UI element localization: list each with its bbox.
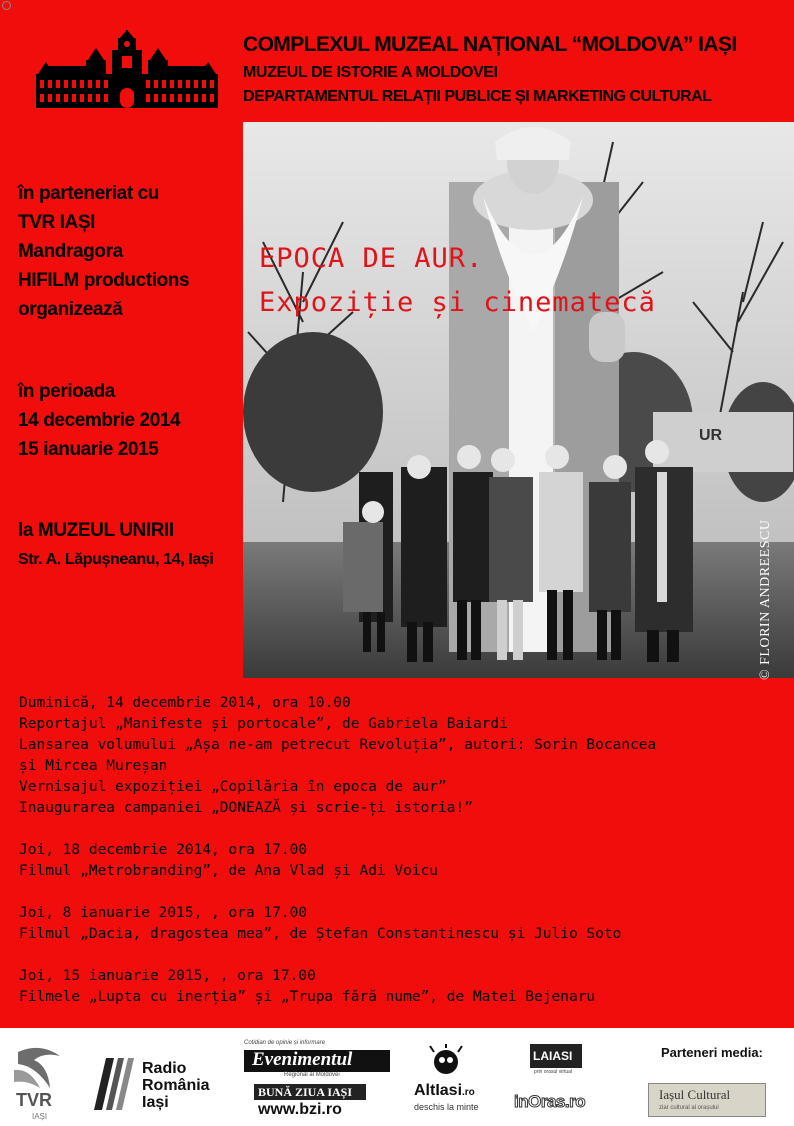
program-gap bbox=[19, 882, 656, 903]
media-partners-label: Parteneri media: bbox=[661, 1045, 763, 1060]
program-line: Filmele „Lupta cu inerția” și „Trupa fără nume”, de Matei Bejenaru bbox=[19, 989, 596, 1005]
radio-romania-iasi-logo bbox=[92, 1058, 222, 1118]
period-line: în perioada bbox=[18, 381, 115, 402]
program-schedule bbox=[19, 693, 656, 1008]
tvr-label: TVR bbox=[16, 1090, 52, 1110]
radio-line: România bbox=[142, 1077, 210, 1094]
program-line: Filmul „Metrobranding”, de Ana Vlad și Adi Voicu bbox=[19, 863, 439, 879]
inoras-logo bbox=[514, 1090, 602, 1118]
venue-address: Str. A. Lăpușneanu, 14, Iași bbox=[18, 551, 214, 568]
partners-line: TVR IAȘI bbox=[18, 212, 96, 233]
exhibition-photo bbox=[243, 122, 794, 678]
laiasi-logo bbox=[530, 1044, 586, 1074]
radio-line: Iași bbox=[142, 1094, 169, 1111]
partners-block bbox=[18, 179, 189, 324]
program-line: Filmul „Dacia, dragostea mea”, de Ștefan Constantinescu și Julio Soto bbox=[19, 926, 622, 942]
exhibition-subtitle: Expoziție și cinematecă bbox=[259, 287, 656, 318]
radio-stripes-icon bbox=[92, 1058, 136, 1110]
program-gap bbox=[19, 945, 656, 966]
exhibition-title: EPOCA DE AUR. bbox=[259, 243, 484, 274]
iasul-cultural-logo bbox=[648, 1083, 766, 1117]
tvr-iasi-logo bbox=[10, 1042, 66, 1126]
period-line: 15 ianuarie 2015 bbox=[18, 439, 159, 460]
radio-line: Radio bbox=[142, 1060, 187, 1077]
venue-name: la MUZEUL UNIRII bbox=[18, 520, 174, 541]
partners-line: HIFILM productions bbox=[18, 270, 190, 291]
venue-block bbox=[18, 516, 213, 574]
header-museum-name: MUZEUL DE ISTORIE A MOLDOVEI bbox=[243, 64, 498, 81]
evz-tagline: Cotidian de opinie și informare bbox=[244, 1040, 326, 1046]
program-line: și Mircea Mureșan bbox=[19, 758, 168, 774]
evenimentul-logo bbox=[244, 1040, 394, 1080]
program-line: Inaugurarea campaniei „DONEAZĂ și scrie-ți istoria!” bbox=[19, 800, 473, 816]
altiasi-name: AltIasi bbox=[414, 1082, 463, 1099]
program-line: Vernisajul expoziției „Copilăria în epoca de aur” bbox=[19, 779, 447, 795]
photo-sign-text: UR bbox=[699, 427, 723, 444]
header-museum-complex: COMPLEXUL MUZEAL NAȚIONAL “MOLDOVA” IAȘI bbox=[243, 33, 737, 56]
bzi-logo bbox=[254, 1084, 366, 1122]
partners-line: Mandragora bbox=[18, 241, 123, 262]
program-gap bbox=[19, 819, 656, 840]
program-line: Joi, 15 ianuarie 2015, , ora 17.00 bbox=[19, 968, 316, 984]
iasul-cultural-title: Iașul Cultural bbox=[659, 1087, 731, 1102]
altiasi-mascot-icon bbox=[428, 1044, 464, 1078]
program-line: Lansarea volumului „Așa ne-am petrecut Revoluția”, autori: Sorin Bocancea bbox=[19, 737, 657, 753]
photo-illustration bbox=[243, 122, 794, 678]
program-line: Joi, 18 decembrie 2014, ora 17.00 bbox=[19, 842, 308, 858]
program-line: Reportajul „Manifeste și portocale”, de Gabriela Baiardi bbox=[19, 716, 508, 732]
altiasi-title bbox=[414, 1082, 475, 1100]
iasul-cultural-sub: ziar cultural al orașului bbox=[659, 1105, 719, 1111]
program-line: Joi, 8 ianuarie 2015, , ora 17.00 bbox=[19, 905, 308, 921]
period-line: 14 decembrie 2014 bbox=[18, 410, 181, 431]
laiasi-title: LAIASI bbox=[533, 1049, 573, 1063]
bzi-title: BUNĂ ZIUA IAȘI bbox=[258, 1085, 353, 1099]
tvr-sub-label: IAȘI bbox=[32, 1112, 48, 1121]
laiasi-sub: prin orasul virtual bbox=[534, 1069, 573, 1075]
radio-name bbox=[142, 1060, 210, 1111]
corner-mark bbox=[2, 1, 11, 10]
altiasi-logo bbox=[412, 1044, 486, 1118]
palace-logo bbox=[34, 30, 220, 110]
altiasi-sub: deschis la minte bbox=[414, 1102, 479, 1112]
header-department: DEPARTAMENTUL RELAȚII PUBLICE ȘI MARKETING CULTURAL bbox=[243, 88, 712, 105]
program-line: Duminică, 14 decembrie 2014, ora 10.00 bbox=[19, 695, 351, 711]
tvr-swirl-icon bbox=[10, 1042, 66, 1092]
photo-credit: © FLORIN ANDREESCU bbox=[758, 519, 773, 680]
bzi-url: www.bzi.ro bbox=[258, 1101, 342, 1118]
partners-line: organizează bbox=[18, 299, 123, 320]
sponsors-footer bbox=[0, 1028, 794, 1126]
evz-title: Evenimentul bbox=[252, 1049, 353, 1070]
inoras-title: inOras.ro bbox=[514, 1092, 586, 1111]
partners-line: în parteneriat cu bbox=[18, 183, 160, 204]
evz-sub: Regional al Moldovei bbox=[284, 1072, 340, 1078]
altiasi-tld: .ro bbox=[462, 1087, 475, 1098]
period-block bbox=[18, 377, 180, 464]
